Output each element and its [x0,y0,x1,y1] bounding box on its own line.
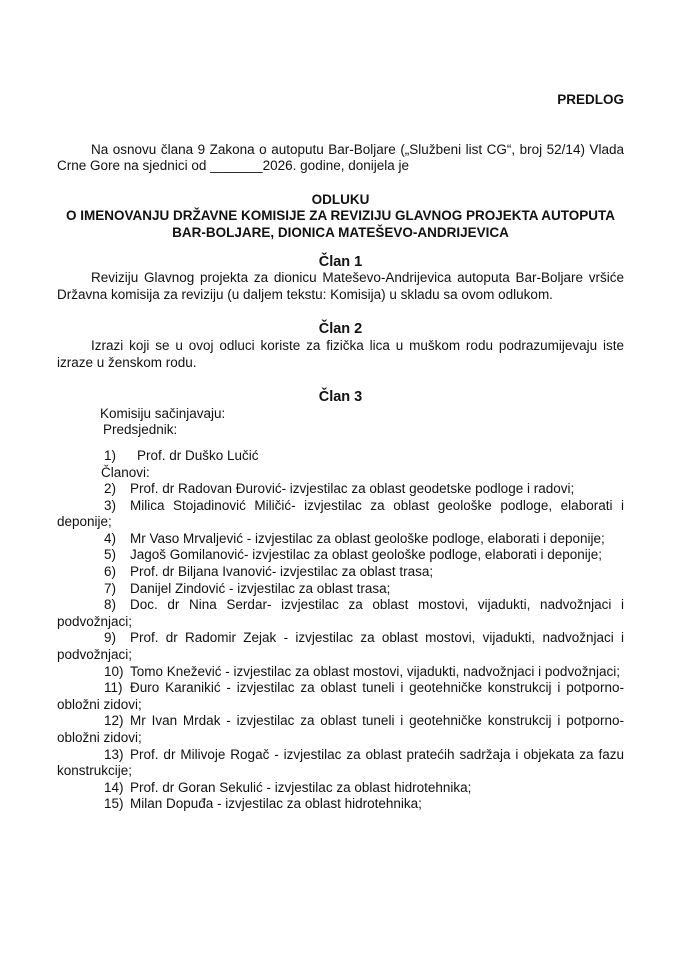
item-text: Prof. dr Duško Lučić [137,447,259,463]
item-text: Prof. dr Goran Sekulić - izvjestilac za oblast hidrotehnika; [130,779,472,795]
list-item [57,547,624,564]
list-item [57,664,624,681]
item-number: 7) [104,580,117,596]
list-item [57,481,624,498]
item-text: Mr Ivan Mrdak - izvjestilac za oblast tuneli i geotehničke konstrukcij i potporno-obložni zidovi; [57,713,624,745]
list-item [57,498,624,531]
article-2-text: Izrazi koji se u ovoj odluci koriste za fizička lica u muškom rodu podrazumijevaju iste izraze u ženskom rodu. [57,337,624,370]
item-text: Milan Dopuđa - izvjestilac za oblast hidrotehnika; [130,796,422,812]
item-text: Tomo Knežević - izvjestilac za oblast mostovi, vijadukti, nadvožnjaci i podvožnjaci; [130,663,620,679]
preamble: Na osnovu člana 9 Zakona o autoputu Bar-Boljare („Službeni list CG“, broj 52/14) Vlada Crne Gore na sjednici od _______2026. godine, donijela je [57,141,624,174]
item-text: Mr Vaso Mrvaljević - izvjestilac za oblast geološke podloge, elaborati i deponije; [130,530,605,546]
item-number: 6) [104,564,117,580]
article-1-heading: Član 1 [318,253,363,270]
list-item [57,780,624,797]
item-number: 15) [104,796,124,812]
item-number: 3) [104,497,117,513]
list-item [57,796,624,813]
item-text: Doc. dr Nina Serdar- izvjestilac za oblast mostovi, vijadukti, nadvožnjaci i podvožnjaci; [57,597,624,629]
president-label: Predsjednik: [103,422,178,438]
item-text: Prof. dr Radomir Zejak - izvjestilac za oblast mostovi, vijadukti, nadvožnjaci i podvožnjaci; [57,630,624,663]
item-text: Milica Stojadinović Miličić- izvjestilac za oblast geološke podloge, elaborati i deponije; [57,497,624,530]
list-item [57,564,624,581]
list-item [57,581,624,598]
item-number: 10) [104,663,124,679]
list-item [57,448,624,465]
title-line-2: O IMENOVANJU DRŽAVNE KOMISIJE ZA REVIZIJU GLAVNOG PROJEKTA AUTOPUTA [65,208,616,224]
members-list [57,448,624,813]
title-line-3: BAR-BOLJARE, DIONICA MATEŠEVO-ANDRIJEVICA [172,224,509,240]
list-item [57,597,624,630]
list-item [57,713,624,746]
item-number: 14) [104,779,124,795]
item-number: 1) [104,447,117,463]
item-number: 13) [104,746,124,762]
item-text: Prof. dr Radovan Đurović- izvjestilac za oblast geodetske podloge i radovi; [130,481,575,497]
list-item [57,531,624,548]
item-number: 9) [104,630,117,646]
list-item [57,747,624,780]
item-text: Jagoš Gomilanović- izvjestilac za oblast geološke podloge, elaborati i deponije; [130,547,603,563]
item-number: 11) [104,680,123,696]
list-item [57,630,624,663]
article-3-heading: Član 3 [318,389,363,406]
members-label: Članovi: [101,464,150,480]
item-number: 2) [104,481,117,497]
list-item [57,680,624,713]
item-text: Prof. dr Biljana Ivanović- izvjestilac za oblast trasa; [130,564,434,580]
item-text: Danijel Zindović - izvjestilac za oblast trasa; [130,580,391,596]
article-2-heading: Član 2 [318,321,363,338]
document-page [57,92,624,813]
item-number: 12) [104,713,124,729]
article-3-intro: Komisiju sačinjavaju: [100,405,226,421]
item-text: Đuro Karanikić - izvjestilac za oblast tuneli i geotehničke konstrukcij i potporno-obložni zidovi; [57,680,624,712]
draft-label: PREDLOG [557,92,624,107]
item-number: 5) [104,547,117,563]
title-line-1: ODLUKU [311,191,370,207]
article-1-text: Reviziju Glavnog projekta za dionicu Mateševo-Andrijevica autoputa Bar-Boljare vršiće Državna komisija za reviziju (u daljem tekstu: Komisija) u skladu sa ovom odlukom. [57,270,624,302]
item-number: 8) [104,597,117,613]
item-text: Prof. dr Milivoje Rogač - izvjestilac za oblast pratećih sadržaja i objekata za fazu konstrukcije; [57,746,624,779]
item-number: 4) [104,530,117,546]
